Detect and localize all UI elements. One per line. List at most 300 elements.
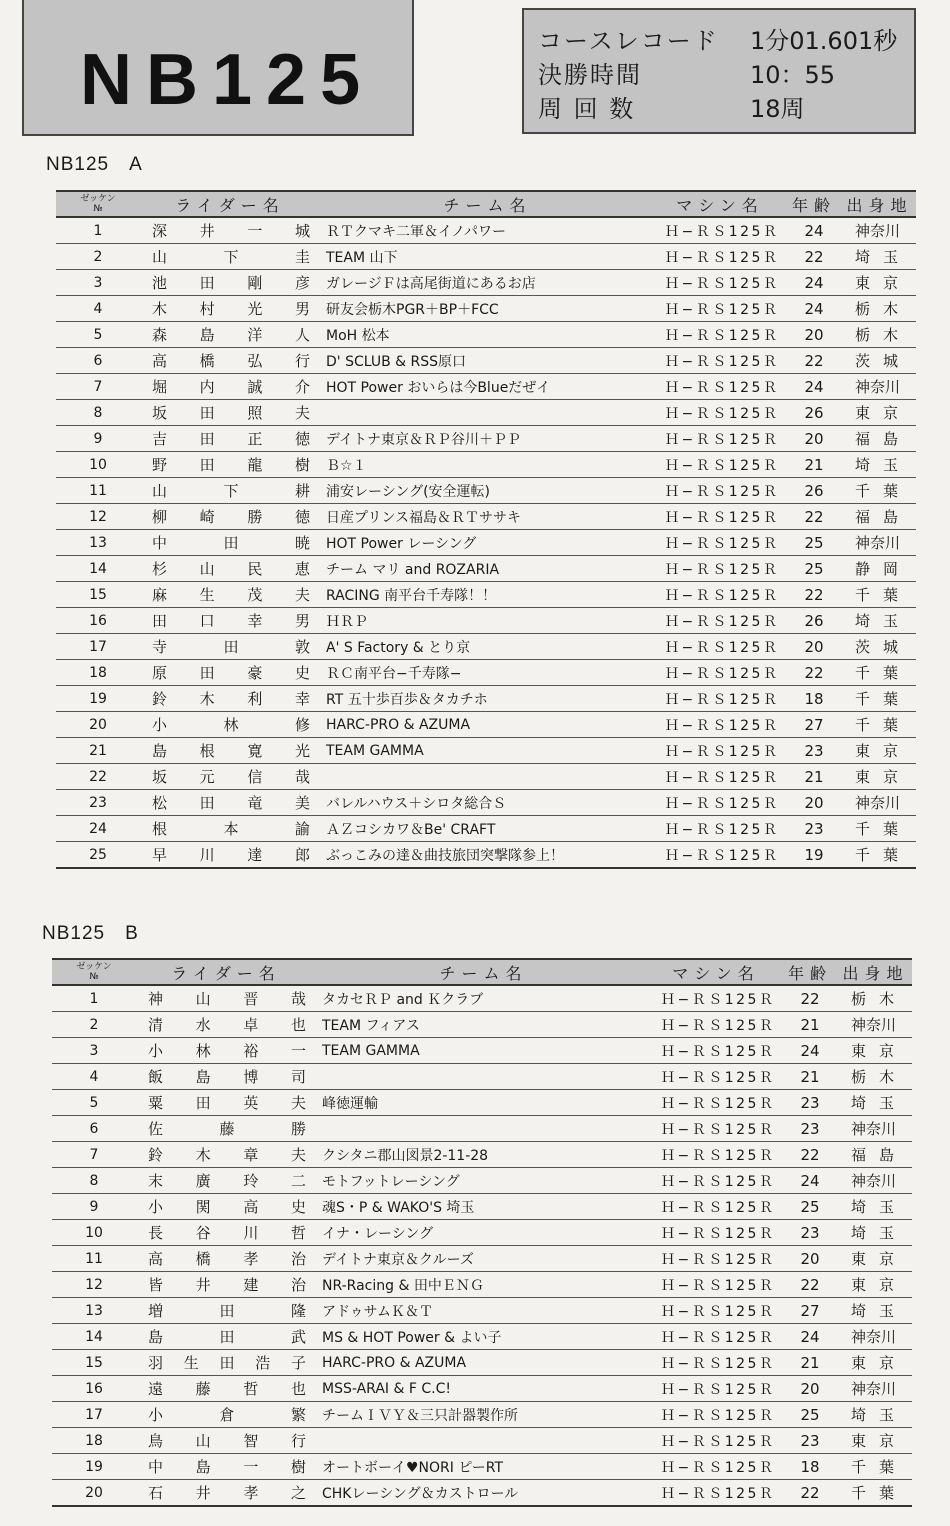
rider-name-header: ライダー名 [140, 191, 320, 217]
team-name-cell: HOT Power おいらは今Blueだぜイ [320, 374, 655, 400]
table-row [52, 1272, 912, 1298]
race-info-box [522, 8, 916, 134]
age-cell: 22 [785, 504, 843, 530]
age-cell: 26 [785, 400, 843, 426]
rider-name-cell: 末廣玲二 [136, 1168, 316, 1194]
rider-name-cell: 堀内誠介 [140, 374, 320, 400]
team-name-cell: モトフットレーシング [316, 1168, 651, 1194]
table-row [56, 842, 916, 869]
team-name-cell: TEAM 山下 [320, 244, 655, 270]
hometown-cell: 埼玉 [839, 1402, 912, 1428]
machine-name-cell: Ｈ−ＲＳ125Ｒ [655, 270, 785, 296]
table-row [56, 348, 916, 374]
team-name-cell [320, 764, 655, 790]
hometown-cell: 東京 [839, 1038, 912, 1064]
table-row [56, 296, 916, 322]
bib-number-cell: 9 [52, 1194, 136, 1220]
hometown-cell: 福島 [843, 504, 916, 530]
machine-name-cell: Ｈ−ＲＳ125Ｒ [655, 634, 785, 660]
bib-header-line1: ゼッケン [76, 962, 112, 972]
bib-number-cell: 4 [52, 1064, 136, 1090]
age-cell: 22 [781, 1480, 839, 1507]
team-name-cell: HOT Power レーシング [320, 530, 655, 556]
age-cell: 25 [781, 1402, 839, 1428]
rider-name-cell: 松田竜美 [140, 790, 320, 816]
rider-name-cell: 増田隆 [136, 1298, 316, 1324]
age-cell: 20 [785, 634, 843, 660]
bib-header-line2: № [93, 204, 103, 214]
rider-name-cell: 中島一樹 [136, 1454, 316, 1480]
bib-number-cell: 16 [56, 608, 140, 634]
bib-number-cell: 6 [56, 348, 140, 374]
age-cell: 21 [781, 1064, 839, 1090]
bib-number-cell: 2 [52, 1012, 136, 1038]
age-cell: 24 [785, 270, 843, 296]
machine-name-cell: Ｈ−ＲＳ125Ｒ [655, 790, 785, 816]
table-row [52, 1090, 912, 1116]
bib-number-cell: 7 [56, 374, 140, 400]
bib-number-cell: 12 [56, 504, 140, 530]
bib-number-cell: 1 [52, 985, 136, 1012]
bib-number-cell: 5 [56, 322, 140, 348]
table-row [52, 1142, 912, 1168]
bib-number-cell: 3 [56, 270, 140, 296]
bib-number-cell: 15 [56, 582, 140, 608]
bib-number-cell: 8 [56, 400, 140, 426]
rider-name-cell: 鈴木章夫 [136, 1142, 316, 1168]
hometown-cell: 千葉 [843, 712, 916, 738]
table-row [56, 452, 916, 478]
machine-name-cell: Ｈ−ＲＳ125Ｒ [651, 1090, 781, 1116]
machine-name-cell: Ｈ−ＲＳ125Ｒ [651, 1116, 781, 1142]
hometown-cell: 千葉 [843, 582, 916, 608]
hometown-cell: 東京 [843, 400, 916, 426]
results-table-class-b [52, 958, 912, 1507]
table-row [56, 530, 916, 556]
results-table-class-a [56, 190, 916, 869]
bib-number-cell: 25 [56, 842, 140, 869]
table-row [56, 712, 916, 738]
machine-name-cell: Ｈ−ＲＳ125Ｒ [655, 296, 785, 322]
hometown-cell: 神奈川 [839, 1116, 912, 1142]
team-name-cell: TEAM GAMMA [320, 738, 655, 764]
machine-name-cell: Ｈ−ＲＳ125Ｒ [655, 244, 785, 270]
machine-name-cell: Ｈ−ＲＳ125Ｒ [655, 400, 785, 426]
table-row [56, 244, 916, 270]
hometown-cell: 神奈川 [843, 790, 916, 816]
team-name-cell: TEAM GAMMA [316, 1038, 651, 1064]
rider-name-cell: 佐藤勝 [136, 1116, 316, 1142]
age-cell: 22 [785, 582, 843, 608]
rider-name-cell: 早川達郎 [140, 842, 320, 869]
machine-name-cell: Ｈ−ＲＳ125Ｒ [651, 1038, 781, 1064]
table-row [52, 1324, 912, 1350]
hometown-cell: 埼玉 [843, 608, 916, 634]
bib-number-cell: 24 [56, 816, 140, 842]
hometown-cell: 千葉 [839, 1454, 912, 1480]
team-name-cell: デイトナ東京＆クルーズ [316, 1246, 651, 1272]
class-b-label: NB125 B [42, 923, 139, 944]
age-cell: 23 [781, 1220, 839, 1246]
machine-name-cell: Ｈ−ＲＳ125Ｒ [655, 712, 785, 738]
hometown-cell: 栃木 [843, 296, 916, 322]
machine-name-cell: Ｈ−ＲＳ125Ｒ [651, 1246, 781, 1272]
bib-number-cell: 20 [52, 1480, 136, 1507]
machine-name-cell: Ｈ−ＲＳ125Ｒ [655, 217, 785, 244]
hometown-cell: 神奈川 [843, 530, 916, 556]
hometown-cell: 千葉 [843, 816, 916, 842]
table-row [56, 478, 916, 504]
table-row [52, 1298, 912, 1324]
machine-name-cell: Ｈ−ＲＳ125Ｒ [655, 504, 785, 530]
age-cell: 21 [781, 1350, 839, 1376]
table-row [56, 816, 916, 842]
table-row [52, 1220, 912, 1246]
rider-name-cell: 原田豪史 [140, 660, 320, 686]
table-row [56, 686, 916, 712]
table-row [56, 582, 916, 608]
hometown-cell: 栃木 [839, 1064, 912, 1090]
table-row [56, 426, 916, 452]
table-row [56, 556, 916, 582]
final-time-value: 10：55 [750, 61, 836, 89]
bib-number-cell: 10 [52, 1220, 136, 1246]
machine-name-cell: Ｈ−ＲＳ125Ｒ [655, 348, 785, 374]
bib-number-cell: 12 [52, 1272, 136, 1298]
table-row [52, 1064, 912, 1090]
team-name-cell: MS & HOT Power & よい子 [316, 1324, 651, 1350]
machine-name-cell: Ｈ−ＲＳ125Ｒ [651, 1012, 781, 1038]
team-name-cell: 研友会栃木PGR＋BP＋FCC [320, 296, 655, 322]
machine-name-cell: Ｈ−ＲＳ125Ｒ [655, 478, 785, 504]
hometown-cell: 栃木 [843, 322, 916, 348]
table-row [56, 738, 916, 764]
bib-number-header [56, 191, 140, 217]
team-name-cell [320, 400, 655, 426]
rider-name-cell: 吉田正徳 [140, 426, 320, 452]
team-name-cell: チーム マリ and ROZARIA [320, 556, 655, 582]
team-name-cell: チームＩＶＹ＆三只計器製作所 [316, 1402, 651, 1428]
rider-name-cell: 小関高史 [136, 1194, 316, 1220]
hometown-cell: 千葉 [843, 478, 916, 504]
machine-name-cell: Ｈ−ＲＳ125Ｒ [655, 764, 785, 790]
hometown-cell: 神奈川 [839, 1324, 912, 1350]
hometown-cell: 千葉 [843, 686, 916, 712]
machine-name-cell: Ｈ−ＲＳ125Ｒ [655, 816, 785, 842]
machine-name-cell: Ｈ−ＲＳ125Ｒ [655, 608, 785, 634]
table-row [52, 1038, 912, 1064]
table-row [52, 1012, 912, 1038]
age-cell: 21 [785, 764, 843, 790]
age-header: 年齢 [785, 191, 843, 217]
bib-number-cell: 14 [52, 1324, 136, 1350]
bib-number-cell: 3 [52, 1038, 136, 1064]
table-row [56, 217, 916, 244]
team-name-cell: 浦安レーシング(安全運転) [320, 478, 655, 504]
age-cell: 22 [785, 348, 843, 374]
machine-name-cell: Ｈ−ＲＳ125Ｒ [651, 1376, 781, 1402]
age-cell: 25 [785, 530, 843, 556]
team-name-cell: TEAM フィアス [316, 1012, 651, 1038]
hometown-cell: 東京 [843, 764, 916, 790]
table-row [56, 504, 916, 530]
rider-name-cell: 島根寛光 [140, 738, 320, 764]
rider-name-cell: 羽生田浩子 [136, 1350, 316, 1376]
bib-number-cell: 17 [56, 634, 140, 660]
bib-header-line1: ゼッケン [80, 194, 116, 204]
age-cell: 27 [785, 712, 843, 738]
machine-name-cell: Ｈ−ＲＳ125Ｒ [651, 1324, 781, 1350]
rider-name-cell: 高橋孝治 [136, 1246, 316, 1272]
age-cell: 22 [785, 660, 843, 686]
age-cell: 23 [781, 1428, 839, 1454]
machine-name-cell: Ｈ−ＲＳ125Ｒ [651, 1220, 781, 1246]
rider-name-cell: 島田武 [136, 1324, 316, 1350]
machine-name-cell: Ｈ−ＲＳ125Ｒ [655, 660, 785, 686]
age-cell: 26 [785, 608, 843, 634]
team-name-cell: ＨＲＰ [320, 608, 655, 634]
age-cell: 23 [785, 738, 843, 764]
hometown-cell: 千葉 [843, 660, 916, 686]
team-name-cell: ＲＴクマキ二軍＆イノパワー [320, 217, 655, 244]
machine-name-cell: Ｈ−ＲＳ125Ｒ [655, 556, 785, 582]
table-header-row [56, 191, 916, 217]
machine-name-header: マシン名 [651, 959, 781, 985]
hometown-cell: 神奈川 [839, 1168, 912, 1194]
bib-number-cell: 8 [52, 1168, 136, 1194]
team-name-cell [316, 1064, 651, 1090]
rider-name-cell: 皆井建治 [136, 1272, 316, 1298]
rider-name-cell: 坂元信哉 [140, 764, 320, 790]
age-cell: 19 [785, 842, 843, 869]
machine-name-cell: Ｈ−ＲＳ125Ｒ [651, 985, 781, 1012]
rider-name-cell: 飯島博司 [136, 1064, 316, 1090]
team-name-cell: デイトナ東京＆ＲＰ谷川＋ＰＰ [320, 426, 655, 452]
machine-name-cell: Ｈ−ＲＳ125Ｒ [655, 452, 785, 478]
age-cell: 23 [781, 1090, 839, 1116]
age-cell: 24 [781, 1038, 839, 1064]
table-row [52, 1246, 912, 1272]
rider-name-cell: 高橋弘行 [140, 348, 320, 374]
table-row [56, 400, 916, 426]
team-name-cell: アドゥサムＫ＆Ｔ [316, 1298, 651, 1324]
bib-number-cell: 13 [52, 1298, 136, 1324]
rider-name-cell: 森島洋人 [140, 322, 320, 348]
age-cell: 24 [785, 217, 843, 244]
bib-number-cell: 19 [52, 1454, 136, 1480]
machine-name-cell: Ｈ−ＲＳ125Ｒ [655, 530, 785, 556]
bib-header-line2: № [89, 972, 99, 982]
table-row [56, 790, 916, 816]
table-row [56, 322, 916, 348]
hometown-cell: 東京 [839, 1246, 912, 1272]
table-row [52, 1480, 912, 1507]
team-name-cell: Ｂ☆１ [320, 452, 655, 478]
machine-name-cell: Ｈ−ＲＳ125Ｒ [655, 322, 785, 348]
hometown-cell: 静岡 [843, 556, 916, 582]
final-time-label: 決勝時間 [538, 61, 642, 89]
rider-name-cell: 中田暁 [140, 530, 320, 556]
bib-number-cell: 11 [56, 478, 140, 504]
machine-name-cell: Ｈ−ＲＳ125Ｒ [651, 1272, 781, 1298]
hometown-cell: 東京 [843, 738, 916, 764]
age-cell: 20 [785, 322, 843, 348]
team-name-cell: 峰徳運輸 [316, 1090, 651, 1116]
age-cell: 24 [785, 296, 843, 322]
rider-name-cell: 鈴木利幸 [140, 686, 320, 712]
hometown-cell: 東京 [839, 1428, 912, 1454]
hometown-cell: 茨城 [843, 634, 916, 660]
bib-number-cell: 9 [56, 426, 140, 452]
machine-name-cell: Ｈ−ＲＳ125Ｒ [651, 1194, 781, 1220]
machine-name-cell: Ｈ−ＲＳ125Ｒ [651, 1454, 781, 1480]
age-cell: 21 [781, 1012, 839, 1038]
machine-name-cell: Ｈ−ＲＳ125Ｒ [651, 1298, 781, 1324]
machine-name-cell: Ｈ−ＲＳ125Ｒ [651, 1428, 781, 1454]
team-name-cell: D' SCLUB & RSS原口 [320, 348, 655, 374]
age-cell: 20 [785, 790, 843, 816]
hometown-cell: 東京 [839, 1350, 912, 1376]
hometown-cell: 栃木 [839, 985, 912, 1012]
rider-name-cell: 麻生茂夫 [140, 582, 320, 608]
age-cell: 23 [785, 816, 843, 842]
hometown-cell: 埼玉 [839, 1090, 912, 1116]
team-name-cell [316, 1428, 651, 1454]
laps-value: 18周 [750, 95, 805, 123]
rider-name-cell: 根本諭 [140, 816, 320, 842]
rider-name-cell: 池田剛彦 [140, 270, 320, 296]
hometown-cell: 千葉 [839, 1480, 912, 1507]
table-row [56, 634, 916, 660]
age-cell: 21 [785, 452, 843, 478]
rider-name-cell: 石井孝之 [136, 1480, 316, 1507]
hometown-cell: 福島 [843, 426, 916, 452]
bib-number-cell: 16 [52, 1376, 136, 1402]
rider-name-header: ライダー名 [136, 959, 316, 985]
team-name-cell [316, 1116, 651, 1142]
hometown-cell: 東京 [839, 1272, 912, 1298]
machine-name-cell: Ｈ−ＲＳ125Ｒ [651, 1350, 781, 1376]
laps-label: 周 回 数 [538, 95, 636, 123]
team-name-cell: 日産プリンス福島＆ＲＴササキ [320, 504, 655, 530]
team-name-cell: RT 五十歩百歩＆タカチホ [320, 686, 655, 712]
table-row [56, 374, 916, 400]
team-name-cell: バレルハウス＋シロタ総合Ｓ [320, 790, 655, 816]
age-cell: 24 [785, 374, 843, 400]
bib-number-cell: 19 [56, 686, 140, 712]
hometown-header: 出身地 [843, 191, 916, 217]
hometown-cell: 埼玉 [839, 1298, 912, 1324]
table-row [52, 1376, 912, 1402]
table-row [52, 1350, 912, 1376]
table-row [56, 270, 916, 296]
age-header: 年齢 [781, 959, 839, 985]
team-name-cell: ガレージＦは高尾街道にあるお店 [320, 270, 655, 296]
team-name-cell: HARC-PRO & AZUMA [320, 712, 655, 738]
machine-name-cell: Ｈ−ＲＳ125Ｒ [655, 582, 785, 608]
rider-name-cell: 杉山民恵 [140, 556, 320, 582]
hometown-cell: 神奈川 [839, 1376, 912, 1402]
age-cell: 18 [781, 1454, 839, 1480]
age-cell: 22 [781, 985, 839, 1012]
age-cell: 25 [781, 1194, 839, 1220]
machine-name-cell: Ｈ−ＲＳ125Ｒ [655, 738, 785, 764]
rider-name-cell: 坂田照夫 [140, 400, 320, 426]
age-cell: 20 [785, 426, 843, 452]
machine-name-cell: Ｈ−ＲＳ125Ｒ [651, 1064, 781, 1090]
team-name-cell: RACING 南平台千寿隊！！ [320, 582, 655, 608]
team-name-cell: A' S Factory & とり京 [320, 634, 655, 660]
hometown-cell: 神奈川 [839, 1012, 912, 1038]
rider-name-cell: 山下圭 [140, 244, 320, 270]
team-name-cell: MoH 松本 [320, 322, 655, 348]
rider-name-cell: 長谷川哲 [136, 1220, 316, 1246]
machine-name-header: マシン名 [655, 191, 785, 217]
team-name-cell: ぶっこみの達＆曲技旅団突撃隊参上！ [320, 842, 655, 869]
table-row [52, 985, 912, 1012]
hometown-cell: 埼玉 [839, 1220, 912, 1246]
rider-name-cell: 粟田英夫 [136, 1090, 316, 1116]
machine-name-cell: Ｈ−ＲＳ125Ｒ [651, 1168, 781, 1194]
bib-number-cell: 18 [56, 660, 140, 686]
bib-number-cell: 14 [56, 556, 140, 582]
team-name-cell: ＡＺコシカワ＆Be' CRAFT [320, 816, 655, 842]
bib-number-cell: 21 [56, 738, 140, 764]
course-record-value: 1分01.601秒 [750, 27, 898, 55]
team-name-cell: タカセＲＰ and Ｋクラブ [316, 985, 651, 1012]
table-row [52, 1116, 912, 1142]
machine-name-cell: Ｈ−ＲＳ125Ｒ [655, 686, 785, 712]
team-name-header: チーム名 [320, 191, 655, 217]
table-header-row [52, 959, 912, 985]
table-row [52, 1402, 912, 1428]
machine-name-cell: Ｈ−ＲＳ125Ｒ [651, 1142, 781, 1168]
rider-name-cell: 山下耕 [140, 478, 320, 504]
hometown-cell: 福島 [839, 1142, 912, 1168]
age-cell: 25 [785, 556, 843, 582]
age-cell: 22 [781, 1142, 839, 1168]
bib-number-cell: 17 [52, 1402, 136, 1428]
hometown-cell: 神奈川 [843, 374, 916, 400]
bib-number-cell: 15 [52, 1350, 136, 1376]
team-name-cell: NR-Racing & 田中ＥＮＧ [316, 1272, 651, 1298]
hometown-cell: 東京 [843, 270, 916, 296]
rider-name-cell: 清水卓也 [136, 1012, 316, 1038]
bib-number-cell: 6 [52, 1116, 136, 1142]
machine-name-cell: Ｈ−ＲＳ125Ｒ [655, 374, 785, 400]
rider-name-cell: 遠藤哲也 [136, 1376, 316, 1402]
bib-number-cell: 20 [56, 712, 140, 738]
machine-name-cell: Ｈ−ＲＳ125Ｒ [655, 842, 785, 869]
rider-name-cell: 鳥山智行 [136, 1428, 316, 1454]
rider-name-cell: 木村光男 [140, 296, 320, 322]
bib-number-cell: 1 [56, 217, 140, 244]
hometown-cell: 茨城 [843, 348, 916, 374]
rider-name-cell: 小林裕一 [136, 1038, 316, 1064]
team-name-cell: イナ・レーシング [316, 1220, 651, 1246]
bib-number-cell: 23 [56, 790, 140, 816]
table-row [56, 660, 916, 686]
course-record-label: コースレコード [538, 27, 719, 55]
team-name-cell: CHKレーシング＆カストロール [316, 1480, 651, 1507]
machine-name-cell: Ｈ−ＲＳ125Ｒ [651, 1480, 781, 1507]
hometown-cell: 千葉 [843, 842, 916, 869]
team-name-header: チーム名 [316, 959, 651, 985]
team-name-cell: 魂S・P & WAKO'S 埼玉 [316, 1194, 651, 1220]
age-cell: 22 [785, 244, 843, 270]
bib-number-cell: 11 [52, 1246, 136, 1272]
bib-number-cell: 10 [56, 452, 140, 478]
